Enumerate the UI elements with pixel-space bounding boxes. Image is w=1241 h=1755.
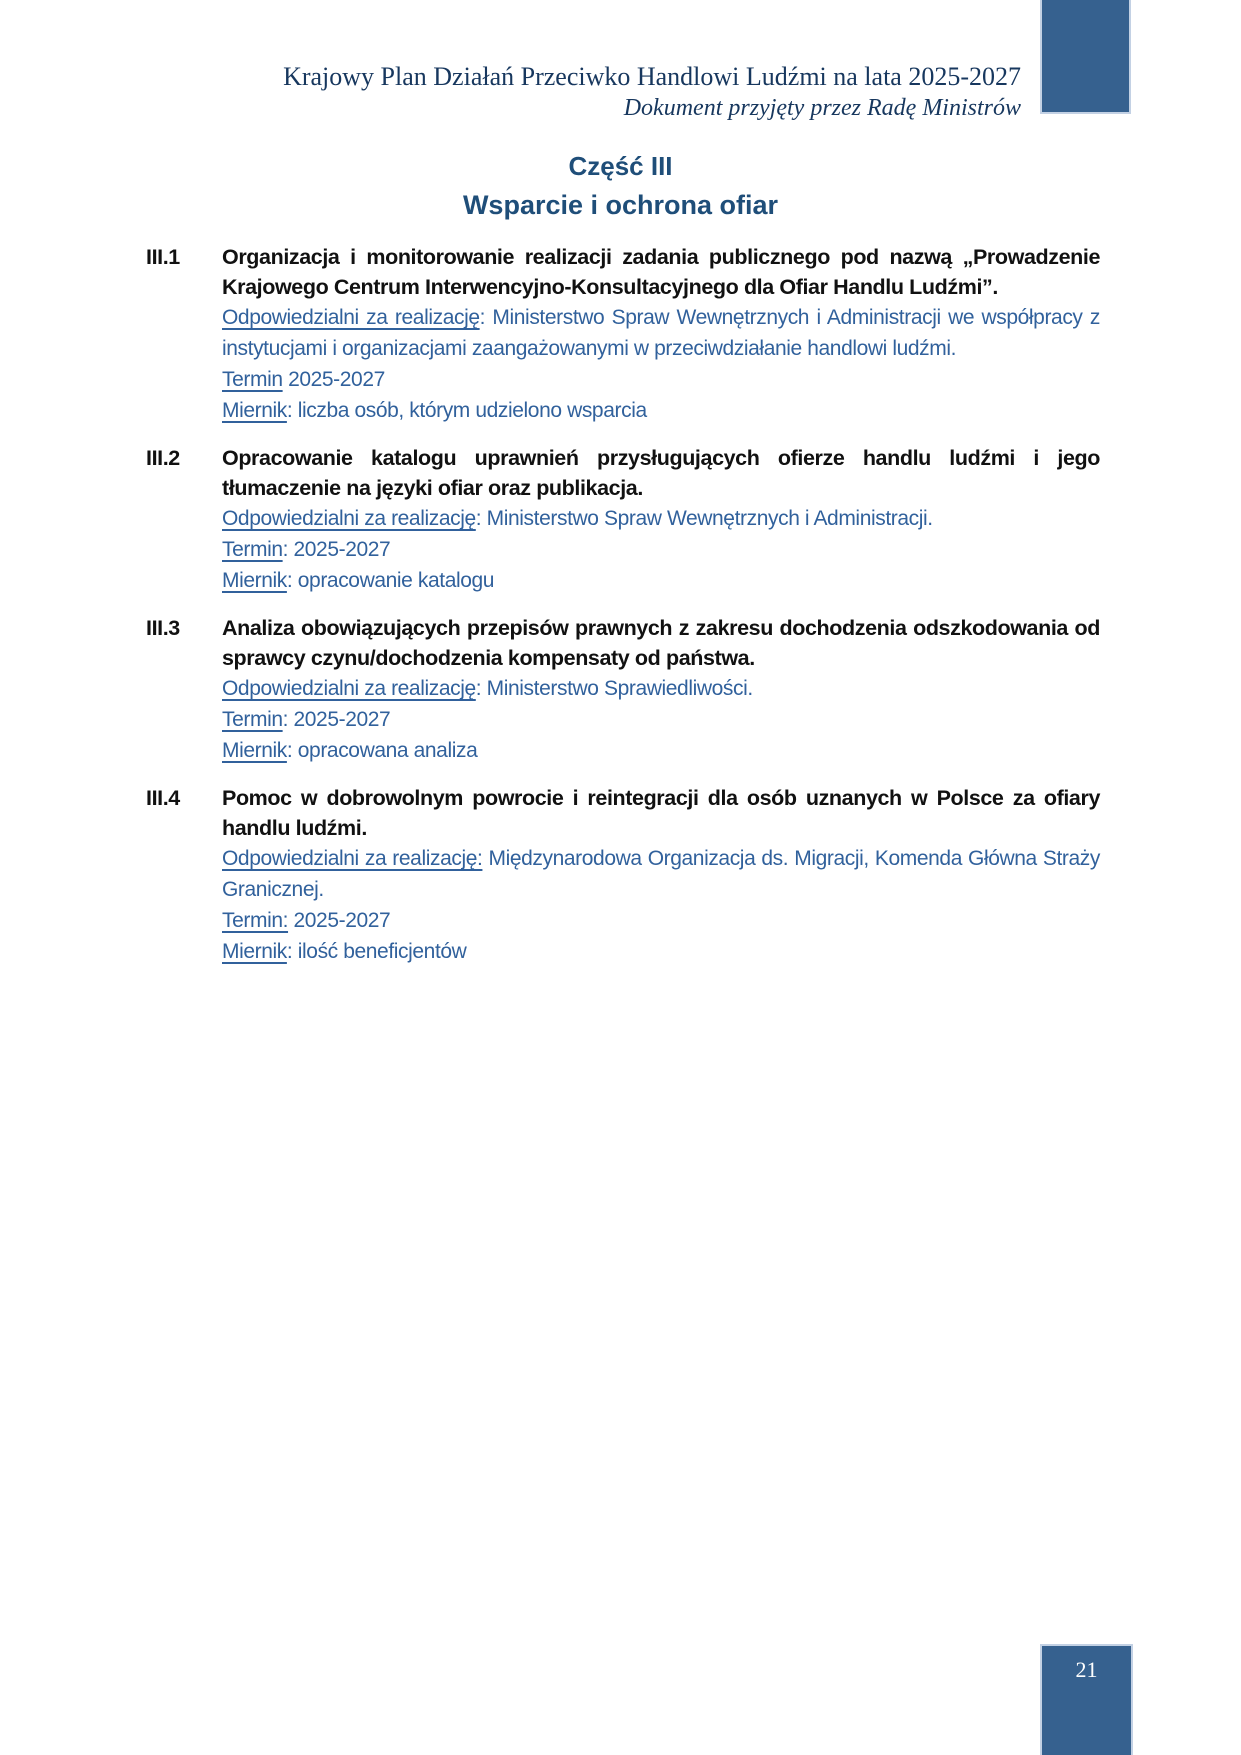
responsible-label: Odpowiedzialni za realizację <box>222 306 480 329</box>
task-term-line <box>222 905 1100 936</box>
task-item <box>146 613 1100 766</box>
label-separator: : <box>282 538 294 561</box>
label-separator: : <box>282 708 294 731</box>
task-list <box>146 242 1100 984</box>
term-value: 2025-2027 <box>293 708 391 731</box>
label-separator: : <box>479 306 493 329</box>
term-label: Termin <box>222 368 283 391</box>
term-label: Termin: <box>222 909 289 932</box>
task-item <box>146 242 1100 426</box>
task-body <box>222 783 1100 967</box>
term-label: Termin <box>222 708 283 731</box>
term-value: 2025-2027 <box>293 538 391 561</box>
task-metric-line <box>222 735 1100 766</box>
task-title: Organizacja i monitorowanie realizacji zadania publicznego pod nazwą „Prowadzenie Krajowego Centrum Interwencyjno-Konsultacyjnego dla Ofiar Handlu Ludźmi”. <box>222 245 1100 299</box>
task-term-line <box>222 364 1100 395</box>
task-metric-line <box>222 936 1100 967</box>
label-separator: : <box>286 569 298 592</box>
document-title: Krajowy Plan Działań Przeciwko Handlowi Ludźmi na lata 2025-2027 <box>283 62 1021 91</box>
term-value: 2025-2027 <box>293 909 391 932</box>
task-body <box>222 443 1100 596</box>
task-number: III.3 <box>146 616 180 640</box>
responsible-value: Ministerstwo Sprawiedliwości. <box>486 677 753 700</box>
label-separator: : <box>475 677 487 700</box>
task-metric-line <box>222 395 1100 426</box>
label-separator: : <box>286 739 298 762</box>
responsible-label: Odpowiedzialni za realizację: <box>222 847 483 870</box>
page-number: 21 <box>1075 1657 1098 1682</box>
metric-label: Miernik <box>222 399 287 422</box>
task-number: III.1 <box>146 245 180 269</box>
metric-value: opracowanie katalogu <box>297 569 495 592</box>
label-separator: : <box>475 507 487 530</box>
running-header <box>283 60 1021 124</box>
term-value: 2025-2027 <box>288 368 385 391</box>
task-number: III.4 <box>146 786 180 810</box>
metric-label: Miernik <box>222 569 287 592</box>
responsible-value: Międzynarodowa Organizacja ds. Migracji, Komenda Główna Straży Granicznej. <box>222 847 1100 901</box>
metric-value: opracowana analiza <box>297 739 478 762</box>
task-title: Opracowanie katalogu uprawnień przysługujących ofierze handlu ludźmi i jego tłumaczenie na języki ofiar oraz publikacja. <box>222 446 1100 500</box>
task-responsible-line <box>222 302 1100 364</box>
task-responsible-line <box>222 843 1100 905</box>
task-number: III.2 <box>146 446 180 470</box>
task-metric-line <box>222 565 1100 596</box>
document-subtitle: Dokument przyjęty przez Radę Ministrów <box>623 95 1021 121</box>
part-title: Wsparcie i ochrona ofiar <box>462 190 779 220</box>
task-responsible-line <box>222 503 1100 534</box>
responsible-label: Odpowiedzialni za realizację <box>222 507 476 530</box>
task-body <box>222 613 1100 766</box>
header-accent-box <box>1042 0 1129 112</box>
task-item <box>146 443 1100 596</box>
term-label: Termin <box>222 538 283 561</box>
task-item <box>146 783 1100 967</box>
metric-value: liczba osób, którym udzielono wsparcia <box>297 399 647 422</box>
metric-value: ilość beneficjentów <box>297 940 467 963</box>
part-number: Część III <box>568 151 673 181</box>
responsible-value: Ministerstwo Spraw Wewnętrznych i Administracji we współpracy z instytucjami i organizacjami zaangażowanymi w przeciwdziałanie handlowi ludźmi. <box>222 306 1100 360</box>
part-heading <box>0 150 1241 222</box>
metric-label: Miernik <box>222 739 287 762</box>
task-responsible-line <box>222 673 1100 704</box>
label-separator: : <box>286 399 298 422</box>
metric-label: Miernik <box>222 940 287 963</box>
task-title: Pomoc w dobrowolnym powrocie i reintegracji dla osób uznanych w Polsce za ofiary handlu ludźmi. <box>222 786 1100 840</box>
task-term-line <box>222 704 1100 735</box>
task-body <box>222 242 1100 426</box>
task-title: Analiza obowiązujących przepisów prawnych z zakresu dochodzenia odszkodowania od sprawcy czynu/dochodzenia kompensaty od państwa. <box>222 616 1100 670</box>
responsible-value: Ministerstwo Spraw Wewnętrznych i Administracji. <box>486 507 933 530</box>
responsible-label: Odpowiedzialni za realizację <box>222 677 476 700</box>
label-separator: : <box>286 940 298 963</box>
task-term-line <box>222 534 1100 565</box>
footer-page-number-box <box>1042 1646 1131 1755</box>
